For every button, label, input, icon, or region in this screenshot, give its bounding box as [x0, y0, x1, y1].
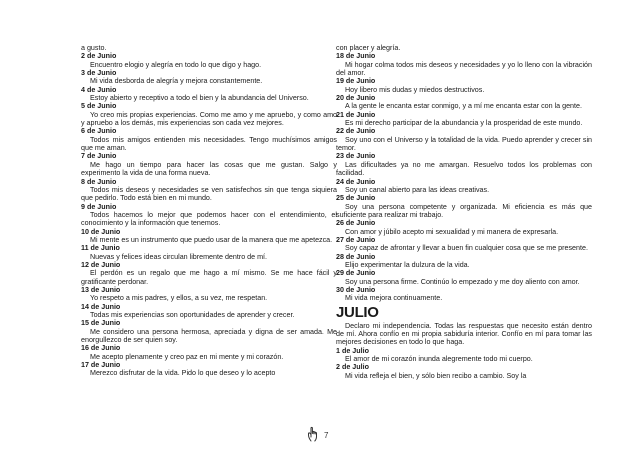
entry-date: 19 de Junio	[336, 77, 376, 86]
affirmation-text: Encuentro elogio y alegría en todo lo que digo y hago.	[90, 60, 262, 69]
entry-date: 29 de Junio	[336, 269, 376, 278]
affirmation-text: Yo respeto a mis padres, y ellos, a su vez, me respetan.	[90, 294, 268, 303]
affirmation-text: Las dificultades ya no me amargan. Resuelvo todos los problemas con facilidad.	[336, 160, 592, 178]
entry-date: 14 de Junio	[81, 302, 121, 311]
entry-date: 25 de Junio	[336, 194, 376, 203]
affirmation-text: Todas mis experiencias son oportunidades de aprender y crecer.	[90, 311, 295, 319]
entry-date: 22 de Junio	[336, 127, 376, 136]
affirmation-text: Mi hogar colma todos mis deseos y necesidades y yo lo lleno con la vibración del amor.	[336, 60, 592, 78]
entry-date: 13 de Junio	[81, 285, 121, 294]
entry-date: 3 de Junio	[81, 69, 117, 78]
affirmation-text: Declaro mi independencia. Todas las respuestas que necesito están dentro de mí. Ahora confío en mi propia sabiduría interior. Confío en mí para tomar las mejores decisiones en todo lo que haga.	[336, 321, 592, 347]
affirmation-text: Mi mente es un instrumento que puedo usar de la manera que me apetezca.	[90, 235, 333, 244]
affirmation-text: Merezco disfrutar de la vida. Pido lo que deseo y lo acepto	[90, 369, 276, 378]
continued-text: a gusto.	[81, 44, 107, 52]
entry-date: 12 de Junio	[81, 260, 121, 269]
entry-date: 7 de Junio	[81, 152, 117, 161]
affirmation-text: Es mi derecho participar de la abundancia y la prosperidad de este mundo.	[345, 119, 583, 128]
affirmation-text: Mi vida refleja el bien, y sólo bien recibo a cambio. Soy la	[345, 371, 527, 380]
entry-date: 27 de Junio	[336, 235, 376, 244]
affirmation-text: Con amor y júbilo acepto mi sexualidad y mi manera de expresarla.	[345, 227, 559, 236]
entry-date: 2 de Junio	[81, 52, 117, 61]
entry-date: 15 de Junio	[81, 319, 121, 328]
month-heading: JULIO	[336, 303, 379, 321]
entry-date: 18 de Junio	[336, 52, 376, 61]
affirmation-text: Me acepto plenamente y creo paz en mi mente y mi corazón.	[90, 352, 284, 361]
entry-date: 8 de Junio	[81, 177, 117, 186]
entry-date: 21 de Junio	[336, 110, 376, 119]
affirmation-text: Soy uno con el Universo y la totalidad de la vida. Puedo aprender y crecer sin temor.	[336, 135, 592, 153]
pointing-hand-icon	[305, 425, 323, 443]
affirmation-text: Hoy libero mis dudas y miedos destructivos.	[345, 85, 485, 94]
page-number: 7	[324, 431, 329, 440]
entry-date: 16 de Junio	[81, 344, 121, 353]
affirmation-text: Yo creo mis propias experiencias. Como me amo y me apruebo, y como amo y apruebo a los demás, mis experiencias son cada vez mejores.	[81, 110, 337, 128]
entry-date: 26 de Junio	[336, 219, 376, 228]
entry-date: 23 de Junio	[336, 152, 376, 161]
entry-date: 9 de Junio	[81, 202, 117, 211]
affirmation-text: Me considero una persona hermosa, apreciada y digna de ser amada. Me enorgullezco de ser quien soy.	[81, 327, 337, 345]
entry-date: 17 de Junio	[81, 361, 121, 370]
entry-date: 20 de Junio	[336, 94, 376, 103]
left-column	[81, 44, 337, 378]
entry-date: 1 de Julio	[336, 346, 369, 355]
entry-date: 24 de Junio	[336, 177, 376, 186]
affirmation-text: Elijo experimentar la dulzura de la vida.	[345, 260, 470, 269]
affirmation-text: El perdón es un regalo que me hago a mí mismo. Se me hace fácil y gratificante perdonar.	[81, 269, 337, 286]
right-column	[336, 44, 592, 380]
affirmation-text: Soy una persona competente y organizada. Mi eficiencia es más que suficiente para realizar mi trabajo.	[336, 202, 592, 219]
affirmation-text: Mi vida desborda de alegría y mejora constantemente.	[90, 77, 263, 86]
affirmation-text: Estoy abierto y receptivo a todo el bien y la abundancia del Universo.	[90, 94, 309, 103]
entry-date: 10 de Junio	[81, 227, 121, 236]
affirmation-text: Todos mis deseos y necesidades se ven satisfechos sin que tenga siquiera que pedirlo. Todo está bien en mi mundo.	[81, 185, 337, 203]
affirmation-text: Todos mis amigos entienden mis necesidades. Tengo muchísimos amigos que me aman.	[81, 135, 337, 153]
affirmation-text: A la gente le encanta estar conmigo, y a mí me encanta estar con la gente.	[345, 102, 582, 111]
entry-date: 30 de Junio	[336, 285, 376, 294]
affirmation-text: Soy una persona firme. Continúo lo empezado y me doy aliento con amor.	[345, 277, 580, 286]
affirmation-text: Todos hacemos lo mejor que podemos hacer con el entendimiento, el conocimiento y la información que tenemos.	[81, 210, 337, 228]
affirmation-text: Soy un canal abierto para las ideas creativas.	[345, 185, 490, 194]
affirmation-text: El amor de mi corazón inunda alegremente todo mi cuerpo.	[345, 355, 533, 364]
entry-date: 6 de Junio	[81, 127, 117, 136]
affirmation-text: Soy capaz de afrontar y llevar a buen fin cualquier cosa que se me presente.	[345, 244, 588, 253]
entry-date: 11 de Junio	[81, 244, 120, 253]
entry-date: 28 de Junio	[336, 252, 376, 261]
entry-date: 4 de Junio	[81, 85, 117, 94]
entry-date: 5 de Junio	[81, 102, 117, 111]
continued-text: con placer y alegría.	[336, 44, 401, 52]
affirmation-text: Mi vida mejora continuamente.	[345, 294, 443, 303]
entry-date: 2 de Julio	[336, 363, 369, 372]
affirmation-text: Me hago un tiempo para hacer las cosas que me gustan. Salgo y experimento la vida de una forma nueva.	[81, 160, 337, 178]
affirmation-text: Nuevas y felices ideas circulan libremente dentro de mí.	[90, 252, 268, 261]
